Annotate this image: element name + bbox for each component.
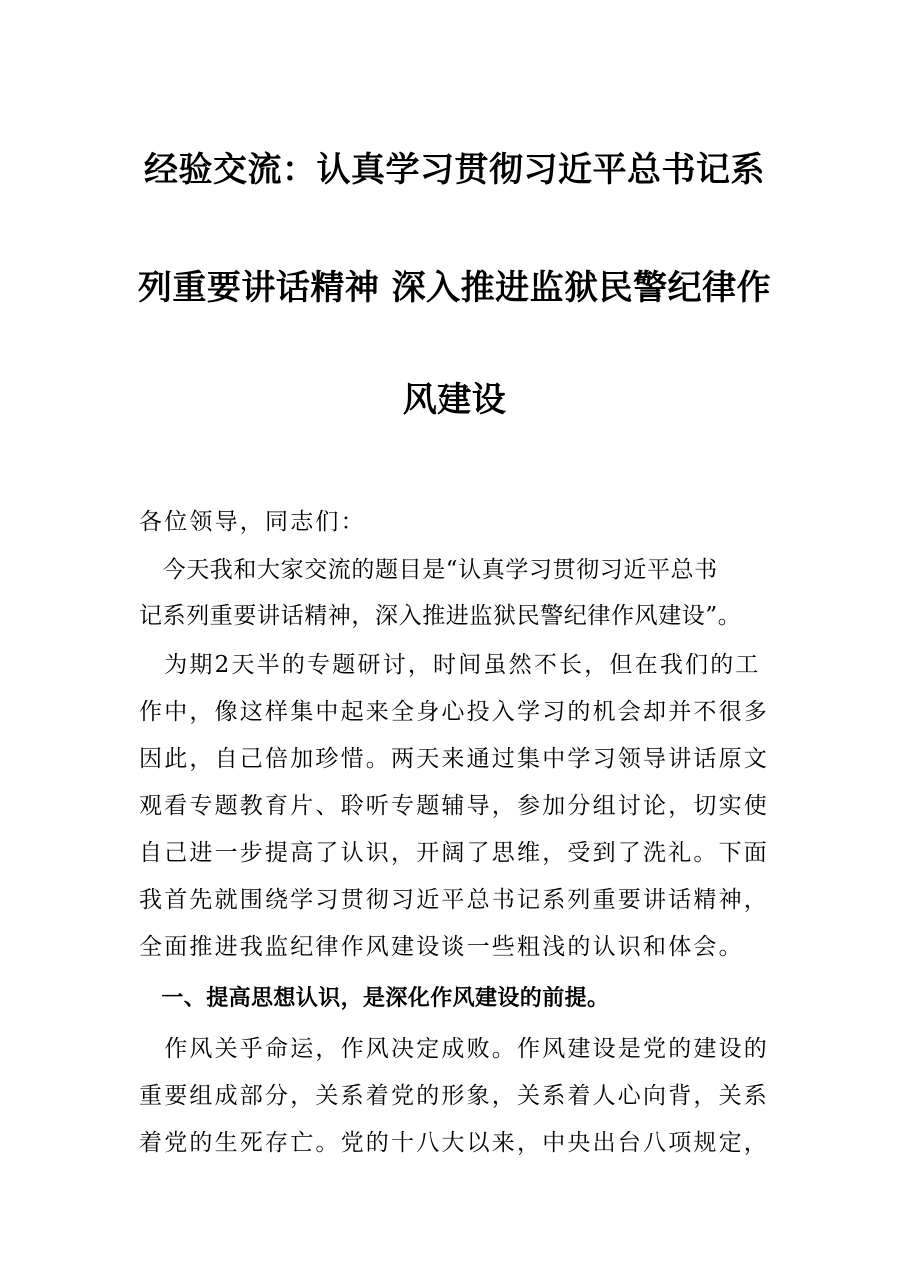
paragraph-2-line-6: 我首先就围绕学习贯彻习近平总书记系列重要讲话精神， bbox=[139, 887, 769, 913]
paragraph-2-line-4: 观看专题教育片、聆听专题辅导，参加分组讨论，切实使 bbox=[139, 793, 769, 819]
paragraph-2-line-5: 自己进一步提高了认识，开阔了思维，受到了洗礼。下面 bbox=[139, 840, 769, 866]
paragraph-1-line-1: 今天我和大家交流的题目是“认真学习贯彻习近平总书 bbox=[139, 557, 718, 583]
salutation: 各位领导，同志们： bbox=[139, 509, 366, 535]
paragraph-2-line-7: 全面推进我监纪律作风建设谈一些粗浅的认识和体会。 bbox=[139, 934, 744, 960]
document-title-line-3: 风建设 bbox=[402, 380, 507, 420]
paragraph-3-line-3: 着党的生死存亡。党的十八大以来，中央出台八项规定， bbox=[139, 1130, 769, 1156]
paragraph-2-line-1: 为期2天半的专题研讨，时间虽然不长，但在我们的工 bbox=[139, 652, 761, 678]
paragraph-2-line-2: 作中，像这样集中起来全身心投入学习的机会却并不很多 bbox=[139, 699, 769, 725]
section-heading-1: 一、提高思想认识，是深化作风建设的前提。 bbox=[139, 986, 610, 1011]
document-title-line-1: 经验交流：认真学习贯彻习近平总书记系 bbox=[144, 150, 765, 190]
paragraph-3-line-2: 重要组成部分，关系着党的形象，关系着人心向背，关系 bbox=[139, 1083, 769, 1109]
paragraph-1-line-2: 记系列重要讲话精神，深入推进监狱民警纪律作风建设”。 bbox=[139, 603, 742, 629]
paragraph-3-line-1: 作风关乎命运，作风决定成败。作风建设是党的建设的 bbox=[139, 1036, 769, 1062]
document-title-line-2: 列重要讲话精神 深入推进监狱民警纪律作 bbox=[137, 268, 772, 308]
paragraph-2-line-3: 因此，自己倍加珍惜。两天来通过集中学习领导讲话原文 bbox=[139, 746, 769, 772]
